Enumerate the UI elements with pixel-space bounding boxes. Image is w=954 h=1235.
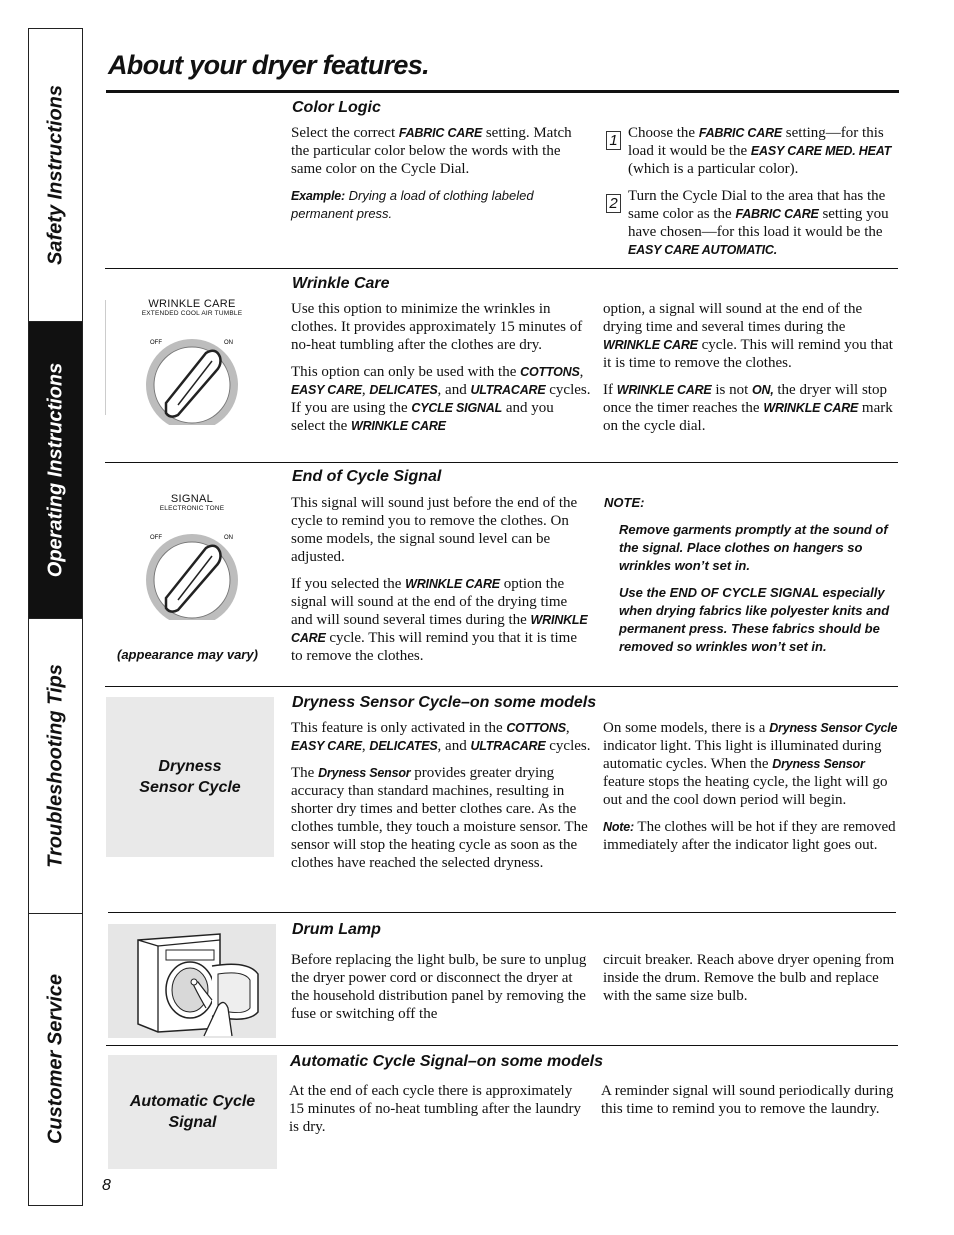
end-of-cycle-left-text — [291, 494, 591, 674]
step-1-text: Choose the FABRIC CARE setting—for this load it would be the EASY CARE MED. HEAT (which is a particular color). — [628, 125, 892, 177]
bold-term: WRINKLE CARE — [603, 338, 698, 352]
section-divider — [105, 686, 898, 687]
section-divider — [106, 1045, 898, 1046]
dryer-drum-lamp-icon — [108, 924, 276, 1038]
bold-term: EASY CARE MED. HEAT — [750, 144, 892, 158]
bold-term: Dryness Sensor — [772, 757, 865, 771]
bold-term: CYCLE SIGNAL — [411, 401, 503, 415]
step-number-2: 2 — [606, 194, 621, 213]
paragraph: A reminder signal will sound periodically during this time to remind you to remove the laundry. — [601, 1083, 894, 1117]
dial-sublabel-text: EXTENDED COOL AIR TUMBLE — [141, 310, 243, 317]
paragraph: option, a signal will sound at the end of the drying time and several times during the WRINKLE CARE cycle. This will remind you that it is time to remove the clothes. — [603, 301, 893, 371]
bold-term: Dryness Sensor — [318, 766, 411, 780]
tab-operating-instructions[interactable] — [29, 322, 82, 619]
tab-label: Operating Instructions — [44, 362, 66, 578]
bold-term: FABRIC CARE — [735, 207, 819, 221]
dryness-sensor-right-text — [603, 719, 899, 863]
drum-lamp-right-text — [603, 951, 899, 1014]
italic-text: Drying a load of clothing labeled permanent press. — [291, 188, 534, 221]
dryness-sensor-left-text — [291, 719, 591, 881]
paragraph: The Dryness Sensor provides greater drying accuracy than standard machines, resulting in shorter dry times and better clothes care. As the clothes tumble, they touch a moisture sensor. The sensor will stop the heating cycle as soon as the clothes have reached the selected dryness. — [291, 765, 588, 871]
bold-term: COTTONS — [506, 721, 566, 735]
bold-term: FABRIC CARE — [698, 126, 783, 140]
color-logic-left-text — [291, 124, 591, 232]
bold-term: ULTRACARE — [470, 739, 546, 753]
note-text-2: Use the END OF CYCLE SIGNAL especially when drying fabrics like polyester knits and permanent press. These fabrics should be removed so wrinkles won’t set in. — [619, 585, 890, 654]
section-title-automatic-cycle-signal: Automatic Cycle Signal–on some models — [290, 1053, 603, 1070]
dial-on-label: ON — [224, 340, 233, 346]
paragraph — [291, 187, 591, 223]
paragraph: circuit breaker. Reach above dryer opening from inside the drum. Remove the bulb and replace with the same size bulb. — [603, 952, 895, 1004]
tab-troubleshooting-tips[interactable] — [29, 619, 82, 914]
bold-term: WRINKLE CARE — [763, 401, 859, 415]
signal-dial-label — [112, 493, 272, 512]
bold-term: Example: — [291, 189, 345, 203]
page-title: About your dryer features. — [108, 50, 429, 80]
section-title-drum-lamp: Drum Lamp — [292, 921, 381, 938]
bold-term: EASY CARE — [291, 739, 362, 753]
bold-term: EASY CARE — [291, 383, 362, 397]
dryness-sensor-indicator-box — [106, 697, 274, 857]
tab-label: Customer Service — [44, 973, 66, 1145]
section-title-color-logic: Color Logic — [292, 99, 381, 116]
bold-term: DELICATES — [369, 383, 438, 397]
paragraph: At the end of each cycle there is approximately 15 minutes of no-heat tumbling after the laundry is dry. — [289, 1083, 582, 1135]
paragraph: Select the correct FABRIC CARE setting. Match the particular color below the words with the same color on the Cycle Dial. — [291, 125, 572, 177]
step-number-1: 1 — [606, 131, 621, 150]
bold-term: DELICATES — [369, 739, 438, 753]
box-line-1: Automatic Cycle — [129, 1093, 256, 1110]
dial-label-text: WRINKLE CARE — [148, 298, 236, 310]
bold-term: WRINKLE CARE — [291, 613, 588, 645]
tab-safety-instructions[interactable] — [29, 29, 82, 322]
note-text-1: Remove garments promptly at the sound of the signal. Place clothes on hangers so wrinkles won’t set in. — [619, 522, 888, 573]
paragraph: This feature is only activated in the COTTONS, EASY CARE, DELICATES, and ULTRACARE cycles. — [291, 720, 591, 754]
bold-term: ULTRACARE — [470, 383, 546, 397]
section-title-wrinkle-care: Wrinkle Care — [292, 275, 390, 292]
bold-term: Dryness Sensor Cycle — [769, 721, 898, 735]
box-line-2: Signal — [168, 1114, 217, 1131]
paragraph: If you selected the WRINKLE CARE option the signal will sound at the end of the drying time and will sound several times during the WRINKLE CARE cycle. This will remind you that it is time to remove the clothes. — [291, 576, 588, 664]
bold-term: WRINKLE CARE — [616, 383, 712, 397]
signal-dial-icon — [138, 530, 246, 620]
paragraph: Note: The clothes will be hot if they are removed immediately after the indicator light goes out. — [603, 819, 896, 853]
tab-customer-service[interactable] — [29, 914, 82, 1204]
auto-cycle-left-text — [289, 1082, 589, 1145]
paragraph: This option can only be used with the COTTONS, EASY CARE, DELICATES, and ULTRACARE cycles. If you are using the CYCLE SIGNAL and you select the WRINKLE CARE — [291, 364, 591, 434]
bold-term: WRINKLE CARE — [350, 419, 446, 433]
bold-term: COTTONS — [520, 365, 580, 379]
bold-term: Note: — [603, 820, 634, 834]
title-rule — [106, 90, 899, 93]
sidebar-tabs — [28, 28, 83, 1206]
dial-sublabel-text: ELECTRONIC TONE — [159, 505, 225, 512]
tab-label: Safety Instructions — [44, 84, 66, 266]
section-divider — [105, 268, 898, 269]
paragraph: Before replacing the light bulb, be sure to unplug the dryer power cord or disconnect the dryer at the household distribution panel by removing the fuse or switching off the — [291, 952, 587, 1022]
wrinkle-care-dial-label — [112, 298, 272, 317]
tab-label: Troubleshooting Tips — [44, 664, 66, 868]
box-line-2: Sensor Cycle — [139, 779, 241, 796]
dial-off-label: OFF — [150, 340, 162, 346]
bold-term: FABRIC CARE — [398, 126, 483, 140]
paragraph: This signal will sound just before the end of the cycle to remind you to remove the clothes. On some models, the signal sound level can be adjusted. — [291, 495, 578, 565]
paragraph: Use this option to minimize the wrinkles in clothes. It provides approximately 15 minutes of no-heat tumbling after the clothes are dry. — [291, 301, 583, 353]
drum-lamp-left-text — [291, 951, 591, 1032]
automatic-cycle-signal-indicator-box — [108, 1055, 277, 1169]
bold-term: EASY CARE AUTOMATIC. — [628, 243, 778, 257]
drum-lamp-illustration — [108, 924, 276, 1038]
wrinkle-care-left-text — [291, 300, 591, 444]
auto-cycle-right-text — [601, 1082, 897, 1127]
box-line-1: Dryness — [158, 758, 222, 775]
wrinkle-care-dial-icon — [138, 335, 246, 425]
step-2-text: Turn the Cycle Dial to the area that has the same color as the FABRIC CARE setting you have chosen—for this load it would be the EASY CARE AUTOMATIC. — [628, 188, 889, 257]
bold-term: WRINKLE CARE — [405, 577, 500, 591]
paragraph: If WRINKLE CARE is not ON, the dryer will stop once the timer reaches the WRINKLE CARE mark on the cycle dial. — [603, 382, 893, 434]
wrinkle-care-right-text — [603, 300, 899, 444]
bold-term: ON, — [752, 383, 774, 397]
note-label: NOTE: — [604, 495, 645, 510]
page-number: 8 — [102, 1177, 111, 1194]
section-divider — [105, 462, 898, 463]
section-title-dryness-sensor: Dryness Sensor Cycle–on some models — [292, 694, 597, 711]
image-edge — [105, 300, 106, 415]
dial-on-label: ON — [224, 535, 233, 541]
section-divider — [108, 912, 896, 913]
section-title-end-of-cycle: End of Cycle Signal — [292, 468, 442, 485]
dial-off-label: OFF — [150, 535, 162, 541]
paragraph: On some models, there is a Dryness Sensor Cycle indicator light. This light is illuminated during automatic cycles. When the Dryness Sensor feature stops the heating cycle, the light will go out and the cool down period will begin. — [603, 720, 898, 808]
image-caption: (appearance may vary) — [117, 647, 258, 662]
dial-label-text: SIGNAL — [170, 493, 214, 505]
